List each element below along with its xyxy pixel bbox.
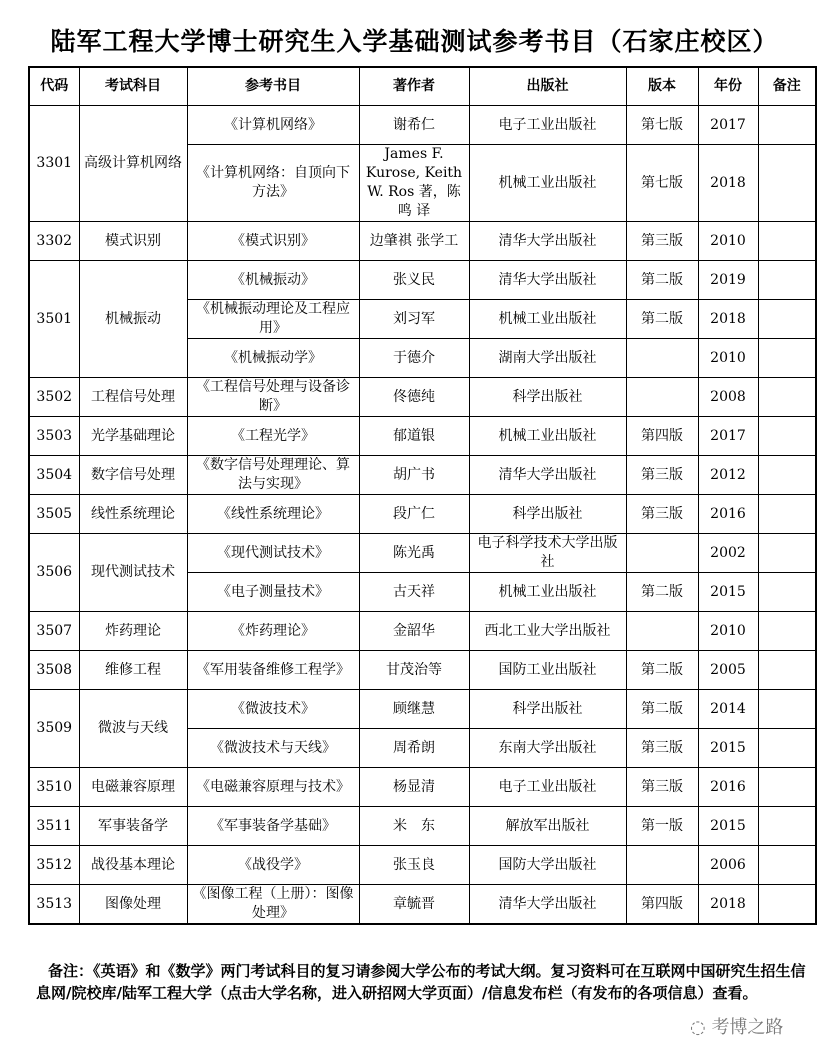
remarks-cell — [758, 495, 816, 534]
code-cell: 3509 — [29, 690, 79, 768]
code-cell: 3505 — [29, 495, 79, 534]
table-row — [29, 222, 816, 261]
table-row — [29, 534, 816, 573]
author-cell: 周希朗 — [359, 729, 469, 768]
book-cell: 《计算机网络》 — [187, 106, 359, 145]
year-cell: 2018 — [698, 145, 758, 222]
year-cell: 2016 — [698, 495, 758, 534]
subject-cell: 炸药理论 — [79, 612, 187, 651]
header-year: 年份 — [698, 67, 758, 106]
edition-cell — [626, 378, 698, 417]
remarks-cell — [758, 456, 816, 495]
table-row — [29, 768, 816, 807]
subject-cell: 数字信号处理 — [79, 456, 187, 495]
year-cell: 2014 — [698, 690, 758, 729]
publisher-cell: 西北工业大学出版社 — [469, 612, 626, 651]
table-row — [29, 495, 816, 534]
code-cell: 3503 — [29, 417, 79, 456]
table-row — [29, 417, 816, 456]
code-cell: 3511 — [29, 807, 79, 846]
remarks-cell — [758, 339, 816, 378]
remarks-cell — [758, 690, 816, 729]
code-cell: 3508 — [29, 651, 79, 690]
year-cell: 2008 — [698, 378, 758, 417]
subject-cell: 模式识别 — [79, 222, 187, 261]
header-subject: 考试科目 — [79, 67, 187, 106]
edition-cell — [626, 846, 698, 885]
publisher-cell: 解放军出版社 — [469, 807, 626, 846]
table-header-row — [29, 67, 816, 106]
author-cell: 佟德纯 — [359, 378, 469, 417]
remarks-cell — [758, 145, 816, 222]
code-cell: 3302 — [29, 222, 79, 261]
remarks-cell — [758, 846, 816, 885]
year-cell: 2018 — [698, 300, 758, 339]
year-cell: 2016 — [698, 768, 758, 807]
subject-cell: 现代测试技术 — [79, 534, 187, 612]
year-cell: 2010 — [698, 222, 758, 261]
year-cell: 2010 — [698, 612, 758, 651]
code-cell: 3301 — [29, 106, 79, 222]
remarks-cell — [758, 768, 816, 807]
book-cell: 《模式识别》 — [187, 222, 359, 261]
book-cell: 《计算机网络：自顶向下方法》 — [187, 145, 359, 222]
book-cell: 《图像工程（上册）：图像处理》 — [187, 885, 359, 925]
publisher-cell: 湖南大学出版社 — [469, 339, 626, 378]
edition-cell: 第二版 — [626, 300, 698, 339]
code-cell: 3506 — [29, 534, 79, 612]
book-cell: 《电子测量技术》 — [187, 573, 359, 612]
code-cell: 3502 — [29, 378, 79, 417]
edition-cell: 第一版 — [626, 807, 698, 846]
publisher-cell: 电子工业出版社 — [469, 768, 626, 807]
author-cell: 段广仁 — [359, 495, 469, 534]
book-cell: 《电磁兼容原理与技术》 — [187, 768, 359, 807]
remarks-cell — [758, 807, 816, 846]
author-cell: 张义民 — [359, 261, 469, 300]
publisher-cell: 电子科学技术大学出版社 — [469, 534, 626, 573]
publisher-cell: 清华大学出版社 — [469, 222, 626, 261]
edition-cell: 第三版 — [626, 729, 698, 768]
edition-cell — [626, 339, 698, 378]
book-cell: 《机械振动》 — [187, 261, 359, 300]
publisher-cell: 国防工业出版社 — [469, 651, 626, 690]
author-cell: 古天祥 — [359, 573, 469, 612]
publisher-cell: 清华大学出版社 — [469, 456, 626, 495]
book-cell: 《微波技术》 — [187, 690, 359, 729]
publisher-cell: 机械工业出版社 — [469, 145, 626, 222]
edition-cell: 第二版 — [626, 651, 698, 690]
wechat-icon: ◌ — [690, 1017, 712, 1038]
remarks-cell — [758, 378, 816, 417]
remarks-cell — [758, 300, 816, 339]
edition-cell: 第二版 — [626, 261, 698, 300]
book-cell: 《机械振动理论及工程应用》 — [187, 300, 359, 339]
author-cell: 章毓晋 — [359, 885, 469, 925]
subject-cell: 维修工程 — [79, 651, 187, 690]
publisher-cell: 东南大学出版社 — [469, 729, 626, 768]
book-cell: 《数字信号处理理论、算法与实现》 — [187, 456, 359, 495]
subject-cell: 微波与天线 — [79, 690, 187, 768]
year-cell: 2017 — [698, 417, 758, 456]
publisher-cell: 清华大学出版社 — [469, 885, 626, 925]
year-cell: 2018 — [698, 885, 758, 925]
subject-cell: 工程信号处理 — [79, 378, 187, 417]
author-cell: 郁道银 — [359, 417, 469, 456]
edition-cell: 第七版 — [626, 145, 698, 222]
year-cell: 2002 — [698, 534, 758, 573]
year-cell: 2017 — [698, 106, 758, 145]
table-row — [29, 651, 816, 690]
watermark: ◌ 考博之路 — [690, 1017, 784, 1038]
remarks-cell — [758, 573, 816, 612]
remarks-cell — [758, 106, 816, 145]
year-cell: 2010 — [698, 339, 758, 378]
remarks-cell — [758, 222, 816, 261]
table-row — [29, 807, 816, 846]
page-title: 陆军工程大学博士研究生入学基础测试参考书目（石家庄校区） — [50, 27, 779, 56]
header-author: 著作者 — [359, 67, 469, 106]
publisher-cell: 科学出版社 — [469, 378, 626, 417]
edition-cell: 第二版 — [626, 690, 698, 729]
edition-cell: 第七版 — [626, 106, 698, 145]
subject-cell: 线性系统理论 — [79, 495, 187, 534]
book-cell: 《军事装备学基础》 — [187, 807, 359, 846]
subject-cell: 军事装备学 — [79, 807, 187, 846]
footnote: 备注：《英语》和《数学》两门考试科目的复习请参阅大学公布的考试大纲。复习资料可在互联网中国研究生招生信息网/院校库/陆军工程大学（点击大学名称，进入研招网大学页面）/信息发布栏（有发布的各项信息）查看。 — [36, 962, 806, 1002]
author-cell: 谢希仁 — [359, 106, 469, 145]
remarks-cell — [758, 261, 816, 300]
book-cell: 《微波技术与天线》 — [187, 729, 359, 768]
book-cell: 《工程信号处理与设备诊断》 — [187, 378, 359, 417]
year-cell: 2005 — [698, 651, 758, 690]
publisher-cell: 机械工业出版社 — [469, 573, 626, 612]
author-cell: 米 东 — [359, 807, 469, 846]
year-cell: 2006 — [698, 846, 758, 885]
reference-book-table — [28, 66, 817, 925]
code-cell: 3504 — [29, 456, 79, 495]
code-cell: 3513 — [29, 885, 79, 925]
header-book: 参考书目 — [187, 67, 359, 106]
year-cell: 2015 — [698, 729, 758, 768]
subject-cell: 机械振动 — [79, 261, 187, 378]
edition-cell: 第二版 — [626, 573, 698, 612]
table-row — [29, 885, 816, 925]
table-row — [29, 378, 816, 417]
table-row — [29, 690, 816, 729]
year-cell: 2012 — [698, 456, 758, 495]
code-cell: 3512 — [29, 846, 79, 885]
year-cell: 2015 — [698, 807, 758, 846]
code-cell: 3510 — [29, 768, 79, 807]
table-row — [29, 612, 816, 651]
book-cell: 《线性系统理论》 — [187, 495, 359, 534]
edition-cell: 第三版 — [626, 495, 698, 534]
publisher-cell: 国防大学出版社 — [469, 846, 626, 885]
remarks-cell — [758, 885, 816, 925]
table-row — [29, 261, 816, 300]
remarks-cell — [758, 729, 816, 768]
publisher-cell: 清华大学出版社 — [469, 261, 626, 300]
author-cell: 杨显清 — [359, 768, 469, 807]
subject-cell: 高级计算机网络 — [79, 106, 187, 222]
author-cell: 金韶华 — [359, 612, 469, 651]
edition-cell: 第三版 — [626, 768, 698, 807]
edition-cell: 第四版 — [626, 885, 698, 925]
subject-cell: 光学基础理论 — [79, 417, 187, 456]
edition-cell — [626, 612, 698, 651]
subject-cell: 图像处理 — [79, 885, 187, 925]
year-cell: 2015 — [698, 573, 758, 612]
author-cell: 陈光禹 — [359, 534, 469, 573]
author-cell: 顾继慧 — [359, 690, 469, 729]
remarks-cell — [758, 417, 816, 456]
code-cell: 3507 — [29, 612, 79, 651]
book-cell: 《工程光学》 — [187, 417, 359, 456]
table-row — [29, 846, 816, 885]
remarks-cell — [758, 651, 816, 690]
year-cell: 2019 — [698, 261, 758, 300]
edition-cell: 第四版 — [626, 417, 698, 456]
author-cell: 于德介 — [359, 339, 469, 378]
publisher-cell: 科学出版社 — [469, 690, 626, 729]
subject-cell: 电磁兼容原理 — [79, 768, 187, 807]
book-cell: 《机械振动学》 — [187, 339, 359, 378]
publisher-cell: 机械工业出版社 — [469, 417, 626, 456]
header-remarks: 备注 — [758, 67, 816, 106]
author-cell: 胡广书 — [359, 456, 469, 495]
book-cell: 《炸药理论》 — [187, 612, 359, 651]
edition-cell — [626, 534, 698, 573]
author-cell: 边肇祺 张学工 — [359, 222, 469, 261]
book-cell: 《军用装备维修工程学》 — [187, 651, 359, 690]
subject-cell: 战役基本理论 — [79, 846, 187, 885]
code-cell: 3501 — [29, 261, 79, 378]
table-row — [29, 456, 816, 495]
table-row — [29, 106, 816, 145]
author-cell: 张玉良 — [359, 846, 469, 885]
publisher-cell: 机械工业出版社 — [469, 300, 626, 339]
author-cell: 甘茂治等 — [359, 651, 469, 690]
edition-cell: 第三版 — [626, 222, 698, 261]
edition-cell: 第三版 — [626, 456, 698, 495]
remarks-cell — [758, 612, 816, 651]
book-cell: 《战役学》 — [187, 846, 359, 885]
remarks-cell — [758, 534, 816, 573]
book-cell: 《现代测试技术》 — [187, 534, 359, 573]
author-cell: James F. Kurose, Keith W. Ros 著，陈鸣 译 — [359, 145, 469, 222]
publisher-cell: 电子工业出版社 — [469, 106, 626, 145]
author-cell: 刘习军 — [359, 300, 469, 339]
header-publisher: 出版社 — [469, 67, 626, 106]
header-edition: 版本 — [626, 67, 698, 106]
publisher-cell: 科学出版社 — [469, 495, 626, 534]
header-code: 代码 — [29, 67, 79, 106]
